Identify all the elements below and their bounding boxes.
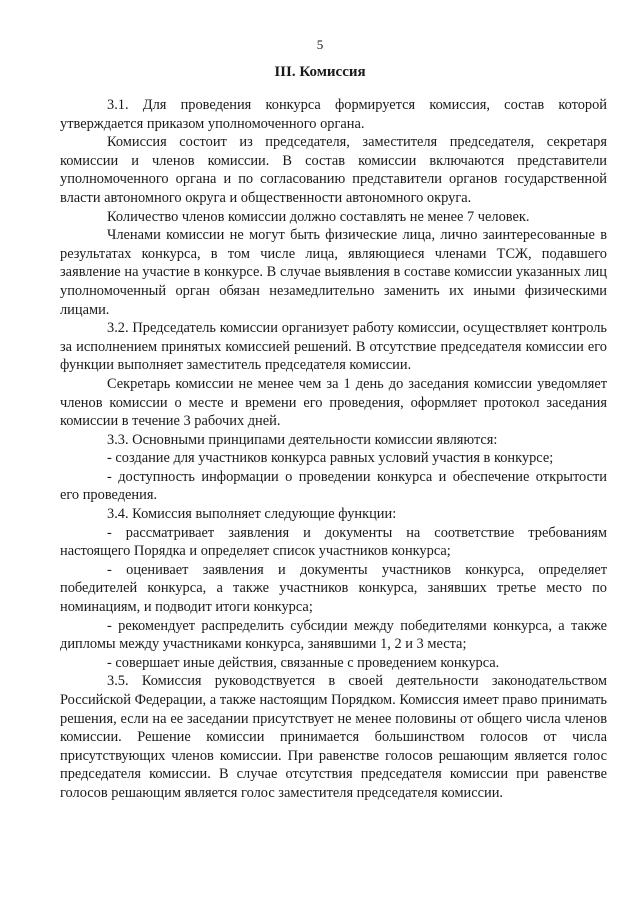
paragraph: 3.1. Для проведения конкурса формируется комиссия, состав которой утверждается приказом уполномоченного органа. [60, 97, 607, 132]
paragraph: 3.2. Председатель комиссии организует работу комиссии, осуществляет контроль за исполнением принятых комиссией решений. В отсутствие председателя комиссии его функции выполняет заместитель председателя комиссии. [60, 320, 607, 374]
section-title: III. Комиссия [274, 64, 366, 80]
document-body [60, 96, 607, 803]
paragraph: 3.4. Комиссия выполняет следующие функции: [107, 506, 397, 523]
paragraph: Членами комиссии не могут быть физические лица, лично заинтересованные в результатах конкурса, в том числе лица, являющиеся членами ТСЖ, подавшего заявление на участие в конкурсе. В случае выявления в составе комиссии указанных лиц уполномоченный орган обязан незамедлительно заменить их иными физическими лицами. [60, 227, 607, 318]
paragraph: 3.3. Основными принципами деятельности комиссии являются: [107, 431, 498, 448]
paragraph: Комиссия состоит из председателя, заместителя председателя, секретаря комиссии и членов комиссии. В состав комиссии включаются представители уполномоченного органа и по согласованию представители органов государственной власти автономного округа и общественности автономного округа. [60, 134, 607, 206]
paragraph: Секретарь комиссии не менее чем за 1 день до заседания комиссии уведомляет членов комиссии о месте и времени его проведения, оформляет протокол заседания комиссии в течение 3 рабочих дней. [60, 375, 607, 430]
list-item: - оценивает заявления и документы участников конкурса, определяет победителей конкурса, а также участников конкурса, занявших третье место по номинациям, и подводит итоги конкурса; [60, 561, 607, 616]
page-number: 5 [316, 37, 324, 52]
list-item: - рассматривает заявления и документы на соответствие требованиям настоящего Порядка и определяет список участников конкурса; [60, 524, 607, 560]
list-item: - создание для участников конкурса равных условий участия в конкурсе; [107, 450, 554, 467]
paragraph: Количество членов комиссии должно составлять не менее 7 человек. [107, 208, 530, 225]
list-item: - рекомендует распределить субсидии между победителями конкурса, а также дипломы между участниками конкурса, занявшими 1, 2 и 3 места; [60, 617, 607, 653]
paragraph: 3.5. Комиссия руководствуется в своей деятельности законодательством Российской Федерации, а также настоящим Порядком. Комиссия имеет право принимать решения, если на ее заседании присутствует не менее половины от общего числа членов комиссии. Решение комиссии принимается большинством голосов от числа присутствующих членов комиссии. При равенстве голосов решающим является голос председателя комиссии. В случае отсутствия председателя комиссии при равенстве голосов решающим является голос заместителя председателя комиссии. [60, 673, 607, 801]
list-item: - доступность информации о проведении конкурса и обеспечение открытости его проведения. [60, 468, 607, 504]
list-item: - совершает иные действия, связанные с проведением конкурса. [107, 654, 500, 671]
